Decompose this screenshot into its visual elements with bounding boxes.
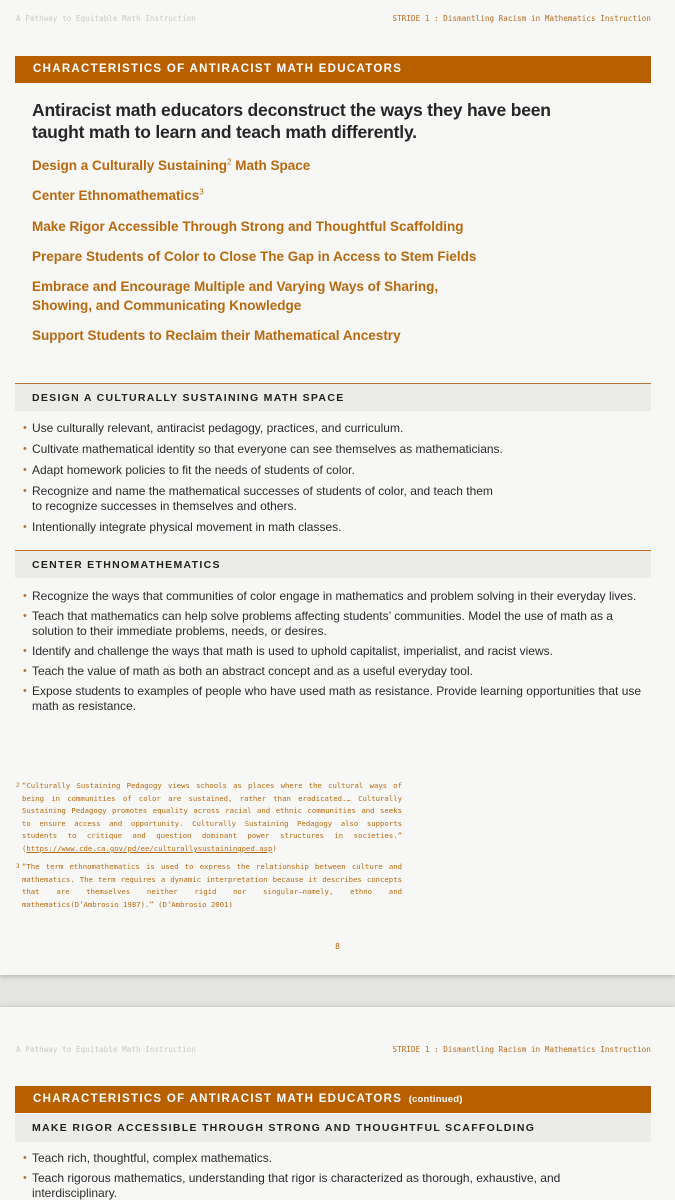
list-item: • Use culturally relevant, antiracist pedagogy, practices, and curriculum. bbox=[23, 421, 653, 436]
list-item: • Intentionally integrate physical movement in math classes. bbox=[23, 520, 653, 535]
footnote-3 bbox=[16, 861, 402, 911]
page-number: 8 bbox=[335, 942, 340, 951]
continued-label: (continued) bbox=[408, 1094, 463, 1105]
lead-statement bbox=[32, 99, 592, 143]
bullet-list-ethnomathematics bbox=[23, 589, 653, 714]
footnote-number: 2 bbox=[16, 782, 20, 789]
characteristics-banner: CHARACTERISTICS OF ANTIRACIST MATH EDUCATORS bbox=[15, 56, 651, 83]
pillar-design-space: Design a Culturally Sustaining$^2$ Math Space bbox=[32, 157, 311, 173]
footnote-number: 3 bbox=[16, 863, 20, 870]
pillar-multiple-ways-line-2: Showing, and Communicating Knowledge bbox=[32, 298, 302, 313]
running-header-title: A Pathway to Equitable Math Instruction bbox=[16, 1045, 196, 1054]
list-item: • Teach that mathematics can help solve problems affecting students’ communities. Model the use of math as a solution to their immediate problems, needs, or desires. bbox=[23, 609, 653, 639]
lead-line-1: Antiracist math educators deconstruct the ways they have been bbox=[32, 100, 551, 120]
footnote-text: “The term ethnomathematics is used to express the relationship between culture and mathematics. The term requires a dynamic interpretation because it describes concepts that are themselves neither rigid nor singular—namely, ethno and mathematics(D’Ambrosio 1987).” (D’Ambrosio 2001) bbox=[22, 862, 402, 909]
section-heading-rigor: MAKE RIGOR ACCESSIBLE THROUGH STRONG AND THOUGHTFUL SCAFFOLDING bbox=[15, 1114, 651, 1142]
list-item: • Recognize and name the mathematical successes of students of color, and teach them to recognize successes in themselves and others. bbox=[23, 484, 653, 514]
list-item: • Recognize the ways that communities of color engage in mathematics and problem solving in their everyday lives. bbox=[23, 589, 653, 604]
bullet-list-rigor bbox=[23, 1151, 653, 1200]
pillar-multiple-ways bbox=[32, 277, 438, 315]
characteristics-banner-continued: CHARACTERISTICS OF ANTIRACIST MATH EDUCATORS (continued) bbox=[15, 1086, 651, 1113]
section-heading-design-space: DESIGN A CULTURALLY SUSTAINING MATH SPACE bbox=[15, 383, 651, 411]
list-item: • Teach rigorous mathematics, understanding that rigor is characterized as thorough, exhaustive, and interdisciplinary. bbox=[23, 1171, 653, 1200]
running-header-stride: STRIDE 1 : Dismantling Racism in Mathematics Instruction bbox=[392, 1045, 651, 1054]
pillar-multiple-ways-line-1: Embrace and Encourage Multiple and Varying Ways of Sharing, bbox=[32, 279, 439, 294]
list-item: • Cultivate mathematical identity so that everyone can see themselves as mathematicians. bbox=[23, 442, 653, 457]
footnote-2: 2 “Culturally Sustaining Pedagogy views schools as places where the cultural ways of being in communities of color are sustained, rather than eradicated.… Culturally Sustaining Pedagogy promotes equality across racial and ethnic communities and seeks to ensure access and opportunity. Culturally Sustaining Pedagogy also supports students to critique and question dominant power structures in societies.” (https://www.cde.ca.gov/pd/ee/culturallysustainingped.asp) bbox=[16, 781, 402, 853]
pillar-ethnomathematics: Center Ethnomathematics$^3$ bbox=[32, 187, 204, 203]
footnote-link[interactable]: https://www.cde.ca.gov/pd/ee/culturallysustainingped.asp bbox=[26, 843, 273, 853]
footnote-text: “Culturally Sustaining Pedagogy views schools as places where the cultural ways of being in communities of color are sustained, rather than eradicated.… Culturally Sustaining Pedagogy promotes equality across racial and ethnic communities and seeks to ensure access and opportunity. Culturally Sustaining Pedagogy also supports students to critique and question dominant power structures in societies.” ( bbox=[22, 781, 402, 853]
running-header-stride: STRIDE 1 : Dismantling Racism in Mathematics Instruction bbox=[392, 14, 651, 23]
pillar-ancestry: Support Students to Reclaim their Mathematical Ancestry bbox=[32, 328, 401, 343]
bullet-list-design-space bbox=[23, 421, 653, 535]
running-header-title: A Pathway to Equitable Math Instruction bbox=[16, 14, 196, 23]
list-item: • Teach the value of math as both an abstract concept and as a useful everyday tool. bbox=[23, 664, 653, 679]
pillar-rigor: Make Rigor Accessible Through Strong and Thoughtful Scaffolding bbox=[32, 219, 464, 234]
list-item: • Teach rich, thoughtful, complex mathematics. bbox=[23, 1151, 653, 1166]
list-item: • Adapt homework policies to fit the needs of students of color. bbox=[23, 463, 653, 478]
list-item: • Expose students to examples of people who have used math as resistance. Provide learning opportunities that use math as resistance. bbox=[23, 684, 653, 714]
section-heading-ethnomathematics: CENTER ETHNOMATHEMATICS bbox=[15, 550, 651, 578]
list-item: • Identify and challenge the ways that math is used to uphold capitalist, imperialist, and racist views. bbox=[23, 644, 653, 659]
lead-line-2: taught math to learn and teach math differently. bbox=[32, 122, 417, 142]
document-page-9 bbox=[0, 1007, 675, 1200]
pillar-stem-access: Prepare Students of Color to Close The Gap in Access to Stem Fields bbox=[32, 249, 477, 264]
